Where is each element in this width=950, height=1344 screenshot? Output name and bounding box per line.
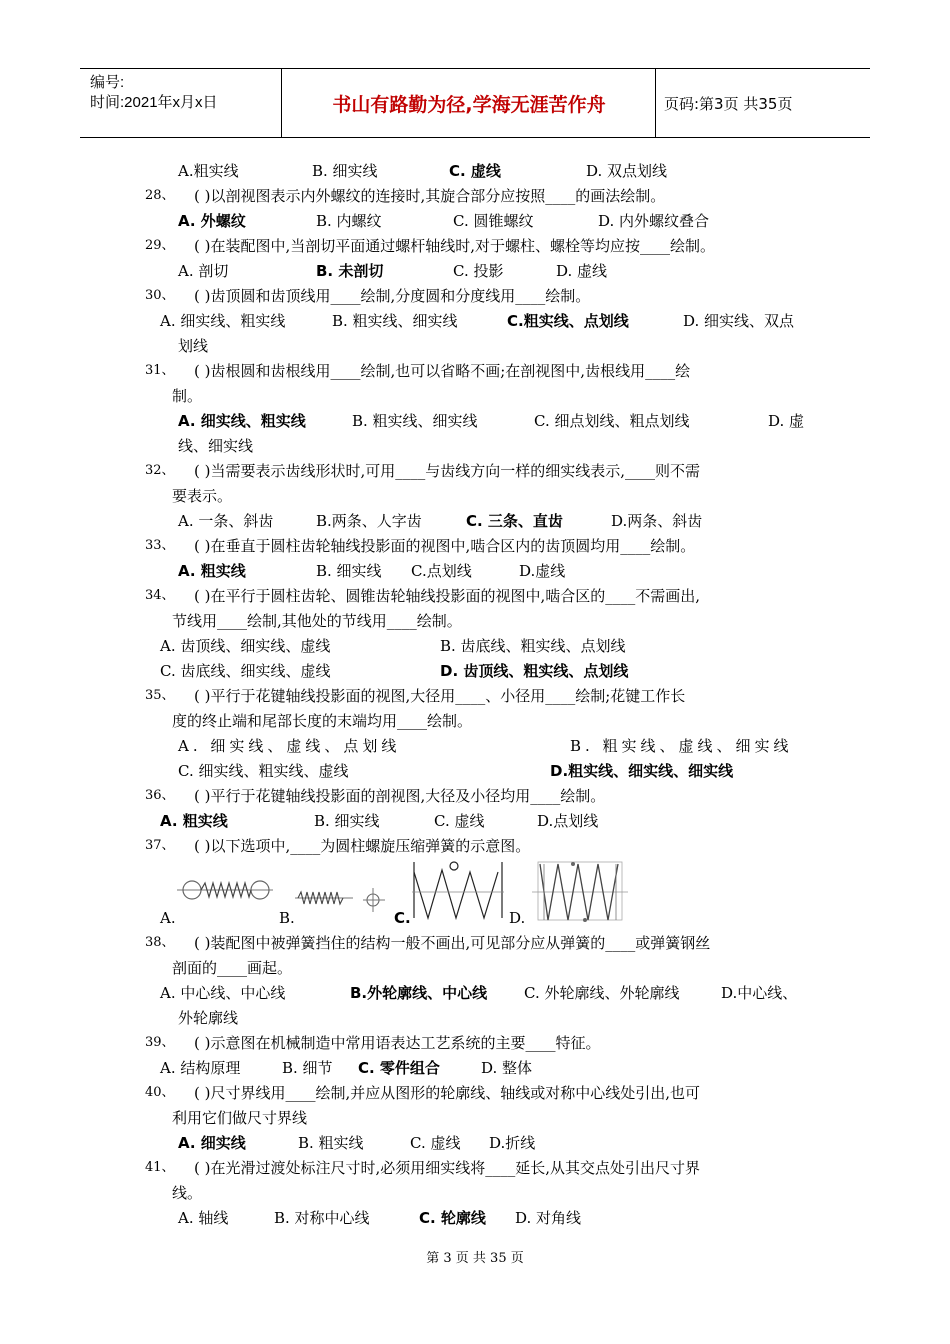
question-text-continued: 制。 xyxy=(172,387,203,405)
question-text-continued: 利用它们做尺寸界线 xyxy=(172,1109,308,1127)
question-number: 32、 xyxy=(145,463,175,478)
option: C. 虚线 xyxy=(434,812,485,830)
option: B. 对称中心线 xyxy=(274,1209,370,1227)
question-text: ( )在平行于圆柱齿轮、圆锥齿轮轴线投影面的视图中,啮合区的____不需画出, xyxy=(194,587,701,605)
question-text-continued: 度的终止端和尾部长度的末端均用____绘制。 xyxy=(172,712,473,730)
option-continued: 划线 xyxy=(178,337,209,355)
option: C.点划线 xyxy=(411,562,472,580)
question-number: 34、 xyxy=(145,588,175,603)
code-label: 编号: xyxy=(90,74,125,91)
question-number: 36、 xyxy=(145,788,175,803)
option: A. 轴线 xyxy=(178,1209,229,1227)
question-text: ( )齿根圆和齿根线用____绘制,也可以省略不画;在剖视图中,齿根线用____绘 xyxy=(194,362,691,380)
option: C. 圆锥螺纹 xyxy=(453,212,534,230)
question-text: ( )以下选项中,____为圆柱螺旋压缩弹簧的示意图。 xyxy=(194,837,531,855)
option: D.虚线 xyxy=(519,562,566,580)
option: A. 一条、斜齿 xyxy=(178,512,274,530)
option: B. 粗实线、虚线、细实线 xyxy=(570,737,793,755)
page-header xyxy=(80,68,870,138)
question-number: 40、 xyxy=(145,1085,175,1100)
option: A. 结构原理 xyxy=(160,1059,241,1077)
spring-figure-c xyxy=(408,858,508,922)
option: B. 齿底线、粗实线、点划线 xyxy=(440,637,626,655)
question-number: 31、 xyxy=(145,363,175,378)
option-answer: A. 细实线、粗实线 xyxy=(178,412,306,430)
option: D.两条、斜齿 xyxy=(611,512,703,530)
question-text: ( )在光滑过渡处标注尺寸时,必须用细实线将____延长,从其交点处引出尺寸界 xyxy=(194,1159,701,1177)
spring-figure-a xyxy=(175,870,275,910)
question-text: ( )在垂直于圆柱齿轮轴线投影面的视图中,啮合区内的齿顶圆均用____绘制。 xyxy=(194,537,696,555)
option: A. 中心线、中心线 xyxy=(160,984,286,1002)
option-answer: B.外轮廓线、中心线 xyxy=(350,984,488,1002)
question-number: 30、 xyxy=(145,288,175,303)
option: D. xyxy=(509,909,526,927)
question-text: ( )平行于花键轴线投影面的视图,大径用____、小径用____绘制;花键工作长 xyxy=(194,687,686,705)
option-answer: C. 轮廓线 xyxy=(419,1209,486,1227)
option-answer: A. 外螺纹 xyxy=(178,212,246,230)
question-text-continued: 要表示。 xyxy=(172,487,233,505)
option: A. xyxy=(160,909,176,927)
question-text-continued: 线。 xyxy=(172,1184,203,1202)
option: A. 细实线、虚线、点划线 xyxy=(178,737,401,755)
option-answer: C. 零件组合 xyxy=(358,1059,440,1077)
option: C. 细实线、粗实线、虚线 xyxy=(178,762,349,780)
option: A. 齿顶线、细实线、虚线 xyxy=(160,637,331,655)
question-number: 38、 xyxy=(145,935,175,950)
option: D. 虚线 xyxy=(556,262,608,280)
option: C. 外轮廓线、外轮廓线 xyxy=(524,984,680,1002)
question-text-continued: 剖面的____画起。 xyxy=(172,959,293,977)
option: B. 内螺纹 xyxy=(316,212,382,230)
question-number: 37、 xyxy=(145,838,175,853)
option: B. 细实线 xyxy=(316,562,382,580)
option: C. 投影 xyxy=(453,262,504,280)
option: B. 粗实线、细实线 xyxy=(332,312,458,330)
question-number: 29、 xyxy=(145,238,175,253)
option-answer: B. 未剖切 xyxy=(316,262,384,280)
question-number: 33、 xyxy=(145,538,175,553)
option: A. 剖切 xyxy=(178,262,229,280)
option: D. 双点划线 xyxy=(586,162,668,180)
option: D. 对角线 xyxy=(515,1209,582,1227)
option-answer: D. 齿顶线、粗实线、点划线 xyxy=(440,662,629,680)
option: C. 虚线 xyxy=(410,1134,461,1152)
question-text: ( )示意图在机械制造中常用语表达工艺系统的主要____特征。 xyxy=(194,1034,601,1052)
option-answer: A. 细实线 xyxy=(178,1134,246,1152)
option-answer: D.粗实线、细实线、细实线 xyxy=(550,762,734,780)
option: B.两条、人字齿 xyxy=(316,512,422,530)
question-text: ( )齿顶圆和齿顶线用____绘制,分度圆和分度线用____绘制。 xyxy=(194,287,591,305)
option: A.粗实线 xyxy=(178,162,239,180)
option: D. 虚 xyxy=(768,412,805,430)
question-text: ( )平行于花键轴线投影面的剖视图,大径及小径均用____绘制。 xyxy=(194,787,606,805)
header-left-cell xyxy=(80,69,282,137)
option: D.折线 xyxy=(489,1134,536,1152)
option: A. 细实线、粗实线 xyxy=(160,312,286,330)
option-answer: A. 粗实线 xyxy=(160,812,228,830)
option: B. 粗实线、细实线 xyxy=(352,412,478,430)
time-label: 时间:2021年x月x日 xyxy=(90,94,218,111)
option: D. 内外螺纹叠合 xyxy=(598,212,710,230)
option-answer: C.粗实线、点划线 xyxy=(507,312,629,330)
option: B. 细节 xyxy=(282,1059,333,1077)
option: B. xyxy=(279,909,295,927)
motto: 书山有路勤为径,学海无涯苦作舟 xyxy=(283,69,656,137)
question-text-continued: 节线用____绘制,其他处的节线用____绘制。 xyxy=(172,612,462,630)
option-answer: C. 虚线 xyxy=(449,162,501,180)
option-answer: A. 粗实线 xyxy=(178,562,246,580)
question-text: ( )以剖视图表示内外螺纹的连接时,其旋合部分应按照____的画法绘制。 xyxy=(194,187,666,205)
option-answer: C. 三条、直齿 xyxy=(466,512,563,530)
question-text: ( )装配图中被弹簧挡住的结构一般不画出,可见部分应从弹簧的____或弹簧钢丝 xyxy=(194,934,711,952)
question-text: ( )当需要表示齿线形状时,可用____与齿线方向一样的细实线表示,____则不需 xyxy=(194,462,701,480)
option: D.中心线、 xyxy=(721,984,798,1002)
question-text: ( )在装配图中,当剖切平面通过螺杆轴线时,对于螺柱、螺栓等均应按____绘制。 xyxy=(194,237,716,255)
option: B. 细实线 xyxy=(314,812,380,830)
page-info: 页码:第3页 共35页 xyxy=(664,94,793,113)
question-number: 28、 xyxy=(145,188,175,203)
option: D.点划线 xyxy=(537,812,599,830)
page-footer: 第 3 页 共 35 页 xyxy=(426,1251,524,1266)
option-continued: 外轮廓线 xyxy=(178,1009,239,1027)
question-number: 35、 xyxy=(145,688,175,703)
spring-figure-d xyxy=(530,858,630,924)
option: B. 粗实线 xyxy=(298,1134,364,1152)
option: C. 齿底线、细实线、虚线 xyxy=(160,662,331,680)
option-continued: 线、细实线 xyxy=(178,437,254,455)
question-text: ( )尺寸界线用____绘制,并应从图形的轮廓线、轴线或对称中心线处引出,也可 xyxy=(194,1084,701,1102)
option: D. 整体 xyxy=(481,1059,533,1077)
option: C. 细点划线、粗点划线 xyxy=(534,412,690,430)
option: B. 细实线 xyxy=(312,162,378,180)
option: D. 细实线、双点 xyxy=(683,312,795,330)
question-number: 39、 xyxy=(145,1035,175,1050)
spring-figure-b xyxy=(293,880,388,915)
option-answer: C. xyxy=(394,909,411,927)
question-number: 41、 xyxy=(145,1160,175,1175)
